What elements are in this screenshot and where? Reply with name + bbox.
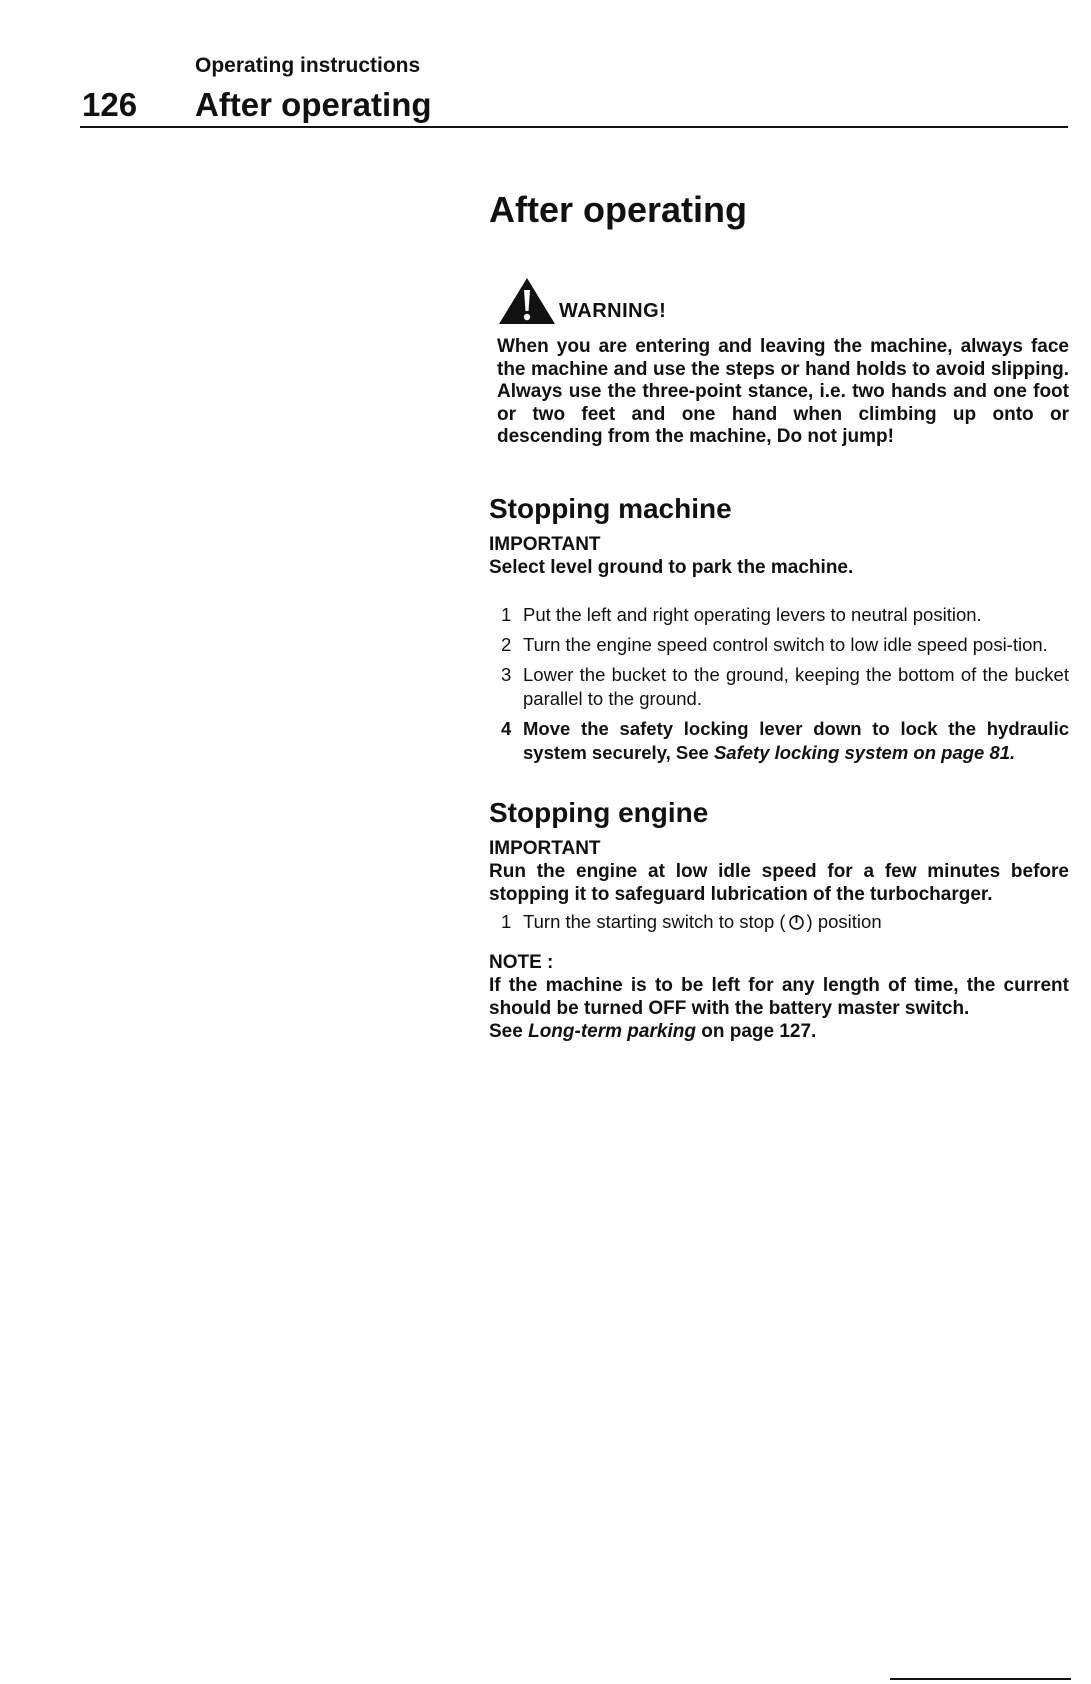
step-number: 1: [501, 603, 512, 625]
step-text-after: ) position: [806, 910, 882, 932]
warning-text: When you are entering and leaving the machine, always face the machine and use the steps or hand holds to avoid slipping. Always use the three-point stance, i.e. two hands and one foot or two feet and one hand when climbing up onto or descending from the machine, Do not jump!: [497, 336, 1069, 447]
note-see-suffix: on page 127.: [695, 1020, 817, 1042]
step-text: Lower the bucket to the ground, keeping the bottom of the bucket parallel to the ground.: [523, 663, 1069, 709]
note-label: NOTE :: [489, 951, 554, 973]
warning-triangle-icon: [497, 276, 557, 326]
page-number: 126: [82, 86, 138, 123]
stopping-machine-steps: [489, 603, 1069, 765]
step-number: 4: [501, 717, 512, 739]
step-number: 1: [501, 910, 512, 932]
important-label: IMPORTANT: [489, 533, 601, 555]
important-text: Select level ground to park the machine.: [489, 556, 854, 578]
note-block: [489, 951, 1069, 1043]
page-title: After operating: [489, 189, 748, 230]
step-text: [523, 717, 1069, 765]
warning-header: [497, 276, 1069, 326]
list-item: [489, 910, 1069, 937]
footer-rule: [890, 1678, 1071, 1680]
step-text-before: Turn the starting switch to stop (: [523, 910, 786, 932]
header-title: After operating: [195, 86, 432, 123]
stopping-engine-heading: Stopping engine: [489, 796, 709, 828]
step-text: Put the left and right operating levers to neutral position.: [523, 603, 982, 625]
step-text: Turn the engine speed control switch to low idle speed posi-tion.: [523, 633, 1048, 655]
list-item: [489, 717, 1069, 765]
step-number: 3: [501, 663, 512, 685]
header-section-label: Operating instructions: [195, 54, 421, 77]
note-see-reference: [489, 1020, 1069, 1043]
stop-switch-icon: [788, 913, 805, 937]
step-number: 2: [501, 633, 512, 655]
list-item: [489, 663, 1069, 711]
stopping-machine-heading: Stopping machine: [489, 492, 732, 524]
warning-block: [497, 276, 1069, 449]
note-see-prefix: See: [489, 1020, 529, 1042]
warning-label: WARNING!: [559, 300, 667, 322]
important-label: IMPORTANT: [489, 837, 601, 859]
header-divider: [80, 126, 1068, 128]
cross-reference-link: Long-term parking: [528, 1020, 696, 1042]
list-item: [489, 633, 1069, 657]
stopping-engine-steps: [489, 910, 1069, 937]
step-text: [523, 910, 1069, 937]
page-content: [489, 186, 1069, 1043]
step-text-main: Move the safety locking lever down to lock the hydraulic system securely, See: [523, 717, 1069, 763]
important-text: Run the engine at low idle speed for a few minutes before stopping it to safeguard lubrication of the turbocharger.: [489, 860, 1069, 905]
list-item: [489, 603, 1069, 627]
cross-reference-link: Safety locking system on page 81.: [713, 741, 1016, 763]
note-text: If the machine is to be left for any length of time, the current should be turned OFF with the battery master switch.: [489, 974, 1069, 1019]
